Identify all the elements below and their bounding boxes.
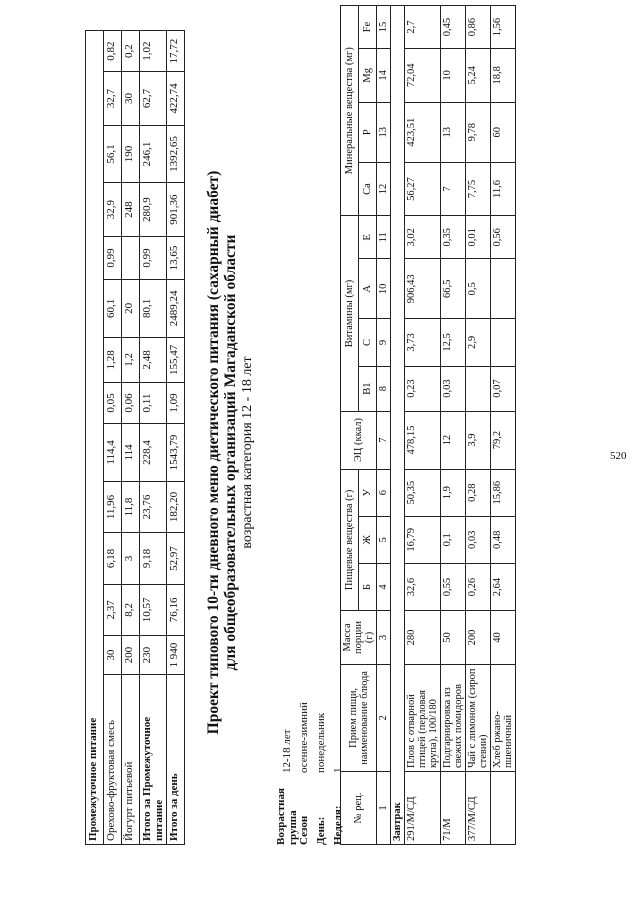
dish-name: Чай с лимоном (сироп стевии) xyxy=(466,664,491,771)
cell: 11,96 xyxy=(104,481,122,532)
cell: 9,18 xyxy=(140,533,167,584)
cell: 0,26 xyxy=(466,563,491,610)
total-row xyxy=(140,31,167,845)
subheader-cell: С xyxy=(359,319,377,366)
cell: 30 xyxy=(122,72,140,126)
cell: 1,09 xyxy=(167,382,185,423)
dish-name: Орехово-фруктовая смесь xyxy=(104,675,122,845)
column-number: 14 xyxy=(377,49,391,103)
cell xyxy=(122,236,140,279)
cell: 280 xyxy=(405,611,441,665)
intermediate-meal-table xyxy=(85,30,185,845)
col-header-vitamins: Витамины (мг) xyxy=(341,216,359,411)
table-row xyxy=(491,6,516,845)
col-header-mass: Масса порции (г) xyxy=(341,611,377,665)
cell: 12,5 xyxy=(441,319,466,366)
col-header-nutrients: Пищевые вещества (г) xyxy=(341,469,359,611)
cell: 114 xyxy=(122,424,140,482)
recipe-number xyxy=(491,772,516,845)
cell: 0,06 xyxy=(122,382,140,423)
cell: 16,79 xyxy=(405,516,441,563)
column-number: 4 xyxy=(377,563,391,610)
col-header-meal: Прием пищи, наименование блюда xyxy=(341,664,377,771)
cell: 10,57 xyxy=(140,584,167,635)
subheader-cell: В1 xyxy=(359,366,377,411)
subheader-cell: Mg xyxy=(359,49,377,103)
cell: 5,24 xyxy=(466,49,491,103)
column-number: 11 xyxy=(377,216,391,259)
cell: 246,1 xyxy=(140,125,167,183)
cell: 56,1 xyxy=(104,125,122,183)
page-number: 520 xyxy=(610,450,627,462)
menu-meta xyxy=(274,702,346,845)
meta-value: осенне-зимний xyxy=(297,702,310,773)
cell: 32,9 xyxy=(104,183,122,237)
cell: 23,76 xyxy=(140,481,167,532)
subheader-cell: Ж xyxy=(359,516,377,563)
menu-title xyxy=(205,0,256,905)
meta-label: Возрастная группа xyxy=(274,788,299,845)
section-label: Завтрак xyxy=(391,6,405,845)
section-row xyxy=(391,6,405,845)
total-row xyxy=(167,31,185,845)
cell: 0,03 xyxy=(466,516,491,563)
cell: 10 xyxy=(441,49,466,103)
meta-row xyxy=(312,702,329,845)
table-row xyxy=(405,6,441,845)
column-number: 1 xyxy=(377,772,391,845)
cell: 1,2 xyxy=(122,337,140,382)
cell: 50,35 xyxy=(405,469,441,516)
column-number: 13 xyxy=(377,102,391,162)
cell: 0,28 xyxy=(466,469,491,516)
cell: 0,07 xyxy=(491,366,516,411)
cell: 13 xyxy=(441,102,466,162)
cell: 80,1 xyxy=(140,280,167,338)
cell: 72,04 xyxy=(405,49,441,103)
cell: 0,2 xyxy=(122,31,140,72)
column-number: 15 xyxy=(377,6,391,49)
cell: 52,97 xyxy=(167,533,185,584)
cell: 17,72 xyxy=(167,31,185,72)
cell: 2,9 xyxy=(466,319,491,366)
recipe-number: 291/М/СД xyxy=(405,772,441,845)
table-row xyxy=(122,31,140,845)
meta-row xyxy=(274,702,299,845)
subheader-cell: Е xyxy=(359,216,377,259)
cell: 32,6 xyxy=(405,563,441,610)
cell: 901,36 xyxy=(167,183,185,237)
cell xyxy=(466,366,491,411)
column-number: 5 xyxy=(377,516,391,563)
dish-name: Подгарнировка из свежих помидоров xyxy=(441,664,466,771)
cell: 3 xyxy=(122,533,140,584)
cell xyxy=(491,319,516,366)
column-number: 6 xyxy=(377,469,391,516)
cell: 56,27 xyxy=(405,162,441,216)
cell: 30 xyxy=(104,636,122,675)
cell: 1,9 xyxy=(441,469,466,516)
cell: 422,74 xyxy=(167,72,185,126)
cell: 32,7 xyxy=(104,72,122,126)
cell: 0,99 xyxy=(104,236,122,279)
recipe-number: 377/М/СД xyxy=(466,772,491,845)
subheader-cell: Fe xyxy=(359,6,377,49)
cell: 11,6 xyxy=(491,162,516,216)
meta-value: 12-18 лет xyxy=(280,729,293,773)
total-label: Итого за Промежуточное питание xyxy=(140,675,167,845)
header-row xyxy=(341,6,359,845)
meta-label: Неделя: xyxy=(331,805,344,845)
subheader-cell: Ca xyxy=(359,162,377,216)
column-number: 10 xyxy=(377,259,391,319)
cell: 0,56 xyxy=(491,216,516,259)
section-header: Промежуточное питание xyxy=(86,31,104,845)
cell: 1 940 xyxy=(167,636,185,675)
cell: 423,51 xyxy=(405,102,441,162)
cell: 2,48 xyxy=(140,337,167,382)
col-header-minerals: Минеральные вещества (мг) xyxy=(341,6,359,216)
cell: 190 xyxy=(122,125,140,183)
cell: 0,48 xyxy=(491,516,516,563)
cell: 155,47 xyxy=(167,337,185,382)
cell: 0,99 xyxy=(140,236,167,279)
cell: 2,37 xyxy=(104,584,122,635)
cell: 0,1 xyxy=(441,516,466,563)
subheader-cell: P xyxy=(359,102,377,162)
cell: 0,86 xyxy=(466,6,491,49)
cell: 0,11 xyxy=(140,382,167,423)
title-line-2: для общеобразовательных организаций Магаданской области xyxy=(222,234,239,671)
cell: 11,8 xyxy=(122,481,140,532)
cell: 6,18 xyxy=(104,533,122,584)
column-number: 12 xyxy=(377,162,391,216)
cell: 62,7 xyxy=(140,72,167,126)
cell: 9,78 xyxy=(466,102,491,162)
cell: 7,75 xyxy=(466,162,491,216)
total-label: Итого за день xyxy=(167,675,185,845)
table-row xyxy=(466,6,491,845)
subheader-cell: Б xyxy=(359,563,377,610)
cell: 76,16 xyxy=(167,584,185,635)
cell: 79,2 xyxy=(491,411,516,469)
title-line-1: Проект типового 10-ти дневного меню диетического питания (сахарный диабет) xyxy=(205,170,222,735)
cell: 13,65 xyxy=(167,236,185,279)
col-header-energy: ЭЦ (ккал) xyxy=(341,411,377,469)
cell: 1392,65 xyxy=(167,125,185,183)
table-row xyxy=(104,31,122,845)
cell: 0,05 xyxy=(104,382,122,423)
title-line-3: возрастная категория 12 - 18 лет xyxy=(240,356,255,549)
cell: 228,4 xyxy=(140,424,167,482)
table-row xyxy=(441,6,466,845)
column-number: 7 xyxy=(377,411,391,469)
cell: 114,4 xyxy=(104,424,122,482)
cell: 0,35 xyxy=(441,216,466,259)
cell: 20 xyxy=(122,280,140,338)
cell: 2489,24 xyxy=(167,280,185,338)
cell: 182,20 xyxy=(167,481,185,532)
cell: 60 xyxy=(491,102,516,162)
cell: 248 xyxy=(122,183,140,237)
cell: 0,5 xyxy=(466,259,491,319)
recipe-number: 71/М xyxy=(441,772,466,845)
meta-label: Сезон xyxy=(297,815,310,845)
meta-row xyxy=(295,702,312,845)
meta-value: понедельник xyxy=(314,712,327,773)
column-number: 8 xyxy=(377,366,391,411)
cell: 50 xyxy=(441,611,466,665)
column-number: 3 xyxy=(377,611,391,665)
cell: 0,45 xyxy=(441,6,466,49)
cell: 12 xyxy=(441,411,466,469)
cell: 15,86 xyxy=(491,469,516,516)
cell: 1,28 xyxy=(104,337,122,382)
cell: 1,56 xyxy=(491,6,516,49)
breakfast-table xyxy=(340,5,516,845)
cell: 3,9 xyxy=(466,411,491,469)
cell: 0,55 xyxy=(441,563,466,610)
cell: 0,82 xyxy=(104,31,122,72)
cell: 280,9 xyxy=(140,183,167,237)
dish-name: Хлеб ржано-пшеничный xyxy=(491,664,516,771)
cell: 230 xyxy=(140,636,167,675)
cell xyxy=(491,259,516,319)
cell: 0,03 xyxy=(441,366,466,411)
column-number: 9 xyxy=(377,319,391,366)
cell: 2,7 xyxy=(405,6,441,49)
cell: 3,02 xyxy=(405,216,441,259)
cell: 1,02 xyxy=(140,31,167,72)
meta-value: 1 xyxy=(331,767,344,773)
cell: 906,43 xyxy=(405,259,441,319)
column-number-row xyxy=(377,6,391,845)
cell: 7 xyxy=(441,162,466,216)
cell: 0,01 xyxy=(466,216,491,259)
cell: 18,8 xyxy=(491,49,516,103)
cell: 200 xyxy=(466,611,491,665)
col-header-num: № рец. xyxy=(341,772,377,845)
meta-label: День: xyxy=(314,816,327,845)
cell: 3,73 xyxy=(405,319,441,366)
subheader-cell: А xyxy=(359,259,377,319)
table-row xyxy=(86,31,104,845)
cell: 8,2 xyxy=(122,584,140,635)
cell: 66,5 xyxy=(441,259,466,319)
column-number: 2 xyxy=(377,664,391,771)
cell: 200 xyxy=(122,636,140,675)
subheader-cell: У xyxy=(359,469,377,516)
cell: 40 xyxy=(491,611,516,665)
cell: 478,15 xyxy=(405,411,441,469)
cell: 60,1 xyxy=(104,280,122,338)
cell: 0,23 xyxy=(405,366,441,411)
dish-name: Плов с отварной птицей (перловая крупа), 100/180 xyxy=(405,664,441,771)
cell: 1543,79 xyxy=(167,424,185,482)
dish-name: Йогурт питьевой xyxy=(122,675,140,845)
cell: 2,64 xyxy=(491,563,516,610)
